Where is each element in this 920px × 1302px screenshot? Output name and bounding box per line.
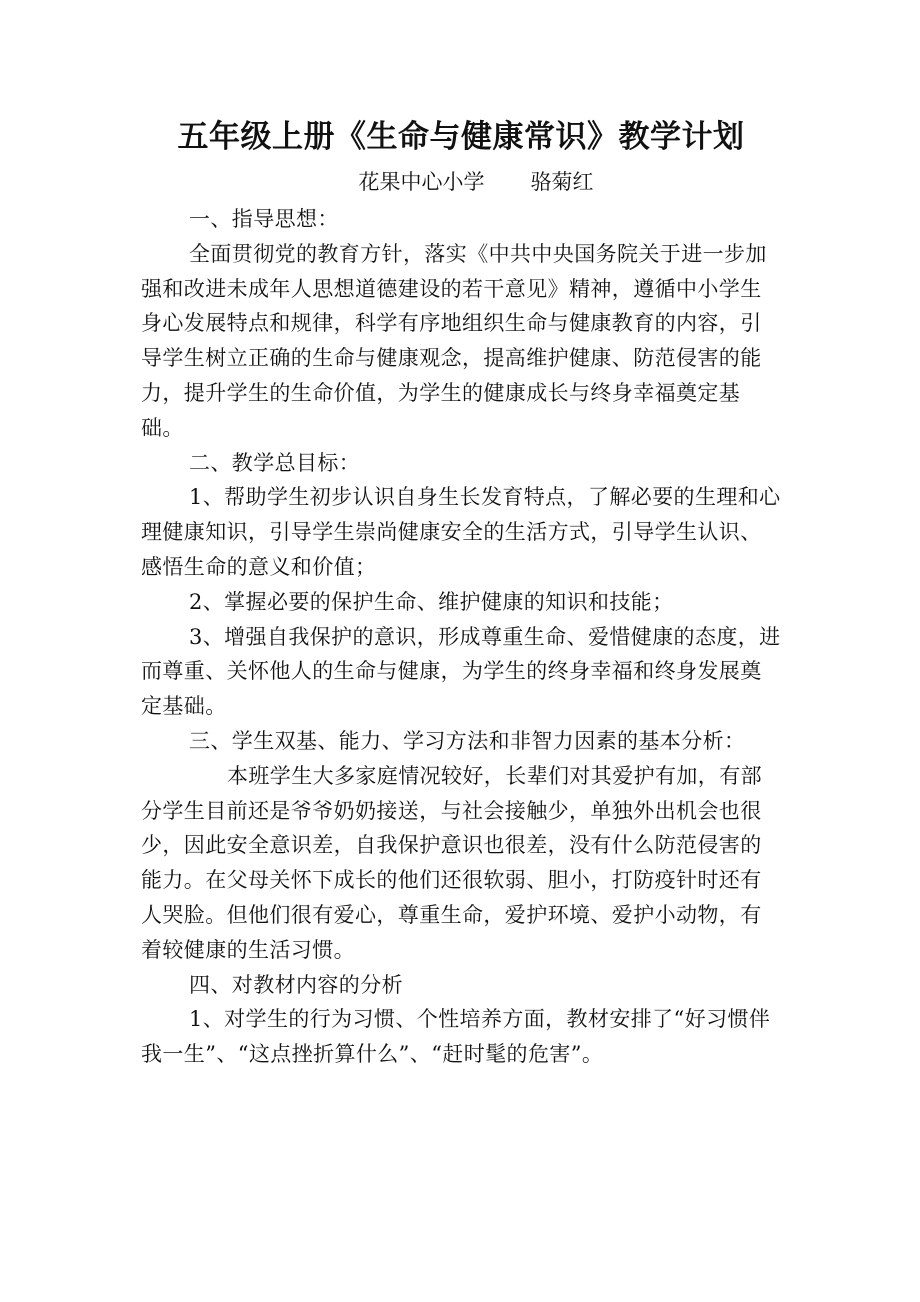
section-3-paragraph: 本班学生大多家庭情况较好，长辈们对其爱护有加，有部分学生目前还是爷爷奶奶接送，与社会接触少，单独外出机会也很少，因此安全意识差，自我保护意识也很差，没有什么防范侵害的能力。在父母关怀下成长的他们还很软弱、胆小，打防疫针时还有人哭脸。但他们很有爱心，尊重生命，爱护环境、爱护小动物，有着较健康的生活习惯。	[141, 763, 762, 962]
section-2-item-2: 2、掌握必要的保护生命、维护健康的知识和技能；	[189, 589, 674, 614]
section-2-item-3: 3、增强自我保护的意识，形成尊重生命、爱惜健康的态度，进而尊重、关怀他人的生命与健康，为学生的终身幸福和终身发展奠定基础。	[141, 624, 781, 719]
section-1-paragraph: 全面贯彻党的教育方针，落实《中共中央国务院关于进一步加强和改进未成年人思想道德建设的若干意见》精神，遵循中小学生身心发展特点和规律，科学有序地组织生命与健康教育的内容，引导学生树立正确的生命与健康观念，提高维护健康、防范侵害的能力，提升学生的生命价值，为学生的健康成长与终身幸福奠定基础。	[141, 241, 767, 440]
section-2-heading: 二、教学总目标：	[189, 450, 361, 475]
section-4-heading: 四、对教材内容的分析	[189, 972, 403, 997]
school-name: 花果中心小学	[358, 170, 485, 194]
section-2-item-1: 1、帮助学生初步认识自身生长发育特点，了解必要的生理和心理健康知识，引导学生崇尚健康安全的生活方式，引导学生认识、感悟生命的意义和价值；	[141, 485, 781, 579]
section-4-item-1: 1、对学生的行为习惯、个性培养方面，教材安排了“好习惯伴我一生”、“这点挫折算什么”、“赶时髦的危害”。	[141, 1007, 771, 1067]
author-name: 骆菊红	[530, 170, 594, 194]
byline	[141, 162, 781, 202]
section-3-heading: 三、学生双基、能力、学习方法和非智力因素的基本分析：	[189, 728, 746, 753]
section-1-heading: 一、指导思想：	[189, 207, 339, 231]
document-title: 五年级上册《生命与健康常识》教学计划	[177, 119, 745, 155]
document-body	[141, 112, 781, 1072]
